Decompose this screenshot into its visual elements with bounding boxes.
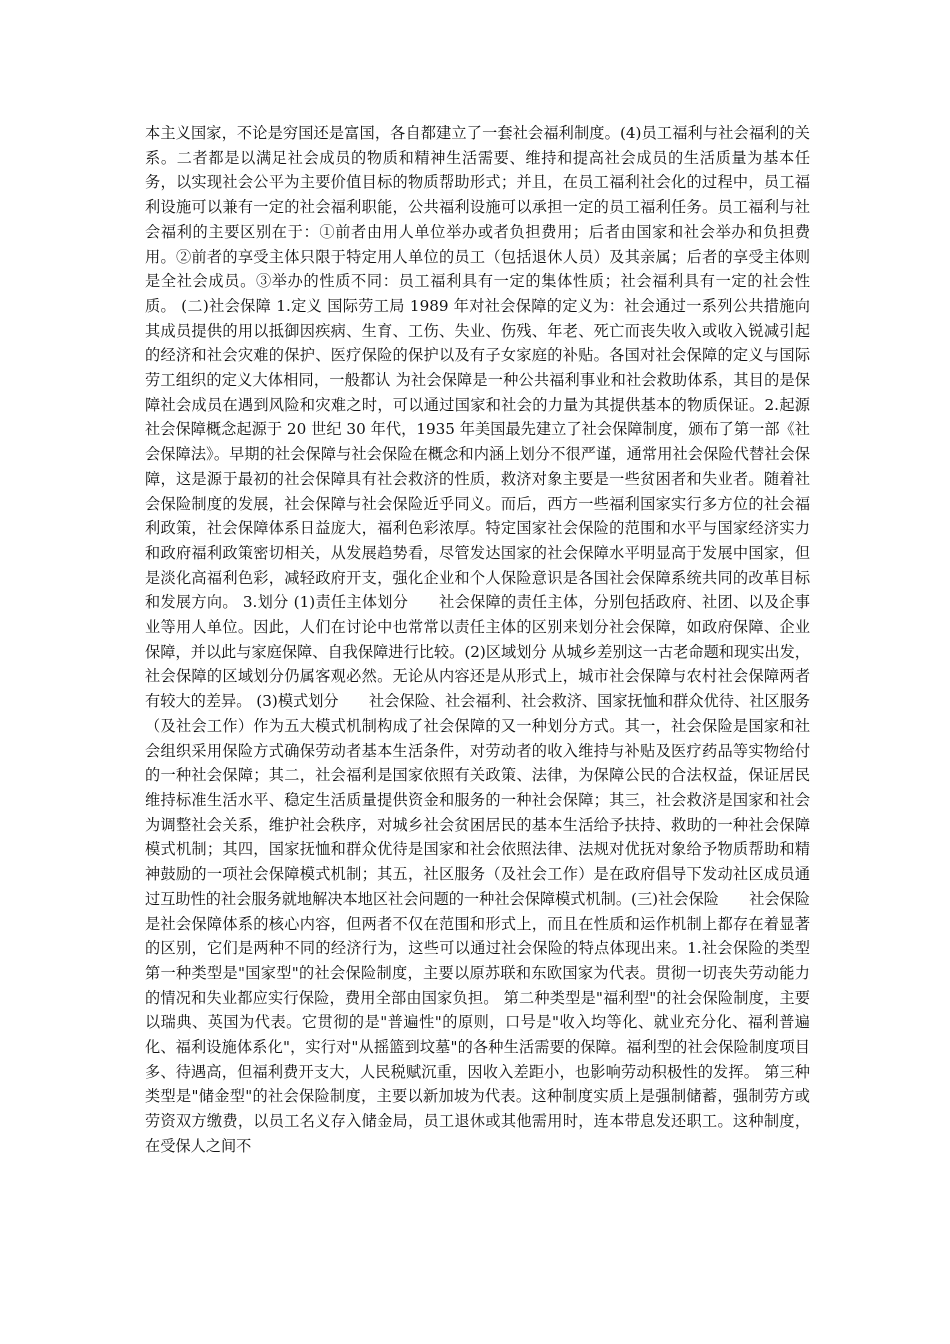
document-body-text: 本主义国家，不论是穷国还是富国，各自都建立了一套社会福利制度。(4)员工福利与社会福利的关系。二者都是以满足社会成员的物质和精神生活需要、维持和提高社会成员的生活质量为基本任务，以实现社会公平为主要价值目标的物质帮助形式；并且，在员工福利社会化的过程中，员工福利设施可以兼有一定的社会福利职能，公共福利设施可以承担一定的员工福利任务。员工福利与社会福利的主要区别在于：①前者由用人单位举办或者负担费用；后者由国家和社会举办和负担费用。②前者的享受主体只限于特定用人单位的员工（包括退休人员）及其亲属；后者的享受主体则是全社会成员。③举办的性质不同：员工福利具有一定的集体性质；社会福利具有一定的社会性质。 (二)社会保障 1.定义 国际劳工局 1989 年对社会保障的定义为：社会通过一系列公共措施向其成员提供的用以抵御因疾病、生育、工伤、失业、伤残、年老、死亡而丧失收入或收入锐减引起的经济和社会灾难的保护、医疗保险的保护以及有子女家庭的补贴。各国对社会保障的定义与国际劳工组织的定义大体相同，一般都认 为社会保障是一种公共福利事业和社会救助体系，其目的是保障社会成员在遇到风险和灾难之时，可以通过国家和社会的力量为其提供基本的物质保证。2.起源 社会保障概念起源于 20 世纪 30 年代，1935 年美国最先建立了社会保障制度，颁布了第一部《社会保障法》。早期的社会保障与社会保险在概念和内涵上划分不很严谨，通常用社会保险代替社会保障，这是源于最初的社会保障具有社会救济的性质，救济对象主要是一些贫困者和失业者。随着社会保险制度的发展，社会保障与社会保险近乎同义。而后，西方一些福利国家实行多方位的社会福利政策，社会保障体系日益庞大，福利色彩浓厚。特定国家社会保险的范围和水平与国家经济实力和政府福利政策密切相关，从发展趋势看，尽管发达国家的社会保障水平明显高于发展中国家，但是淡化高福利色彩，减轻政府开支，强化企业和个人保险意识是各国社会保障系统共同的改革目标和发展方向。 3.划分 (1)责任主体划分 社会保障的责任主体，分别包括政府、社团、以及企事业等用人单位。因此，人们在讨论中也常常以责任主体的区别来划分社会保障，如政府保障、企业保障，并以此与家庭保障、自我保障进行比较。(2)区域划分 从城乡差别这一古老命题和现实出发，社会保障的区域划分仍属客观必然。无论从内容还是从形式上，城市社会保障与农村社会保障两者有较大的差异。 (3)模式划分 社会保险、社会福利、社会救济、国家抚恤和群众优待、社区服务（及社会工作）作为五大模式机制构成了社会保障的又一种划分方式。其一，社会保险是国家和社会组织采用保险方式确保劳动者基本生活条件，对劳动者的收入维持与补贴及医疗药品等实物给付的一种社会保障；其二，社会福利是国家依照有关政策、法律，为保障公民的合法权益，保证居民维持标准生活水平、稳定生活质量提供资金和服务的一种社会保障；其三，社会救济是国家和社会为调整社会关系，维护社会秩序，对城乡社会贫困居民的基本生活给予扶持、救助的一种社会保障模式机制；其四，国家抚恤和群众优待是国家和社会依照法律、法规对优抚对象给予物质帮助和精神鼓励的一项社会保障模式机制；其五，社区服务（及社会工作）是在政府倡导下发动社区成员通过互助性的社会服务就地解决本地区社会问题的一种社会保障模式机制。(三)社会保险 社会保险是社会保障体系的核心内容，但两者不仅在范围和形式上，而且在性质和运作机制上都存在着显著的区别，它们是两种不同的经济行为，这些可以通过社会保险的特点体现出来。1.社会保险的类型 第一种类型是"国家型"的社会保险制度，主要以原苏联和东欧国家为代表。贯彻一切丧失劳动能力的情况和失业都应实行保险，费用全部由国家负担。 第二种类型是"福利型"的社会保险制度，主要以瑞典、英国为代表。它贯彻的是"普遍性"的原则，口号是"收入均等化、就业充分化、福利普遍化、福利设施体系化"，实行对"从摇篮到坟墓"的各种生活需要的保障。福利型的社会保险制度项目多、待遇高，但福利费开支大，人民税赋沉重，因收入差距小，也影响劳动积极性的发挥。 第三种类型是"储金型"的社会保险制度，主要以新加坡为代表。这种制度实质上是强制储蓄，强制劳方或劳资双方缴费，以员工名义存入储金局，员工退休或其他需用时，连本带息发还职工。这种制度，在受保人之间不	[145, 124, 841, 1155]
